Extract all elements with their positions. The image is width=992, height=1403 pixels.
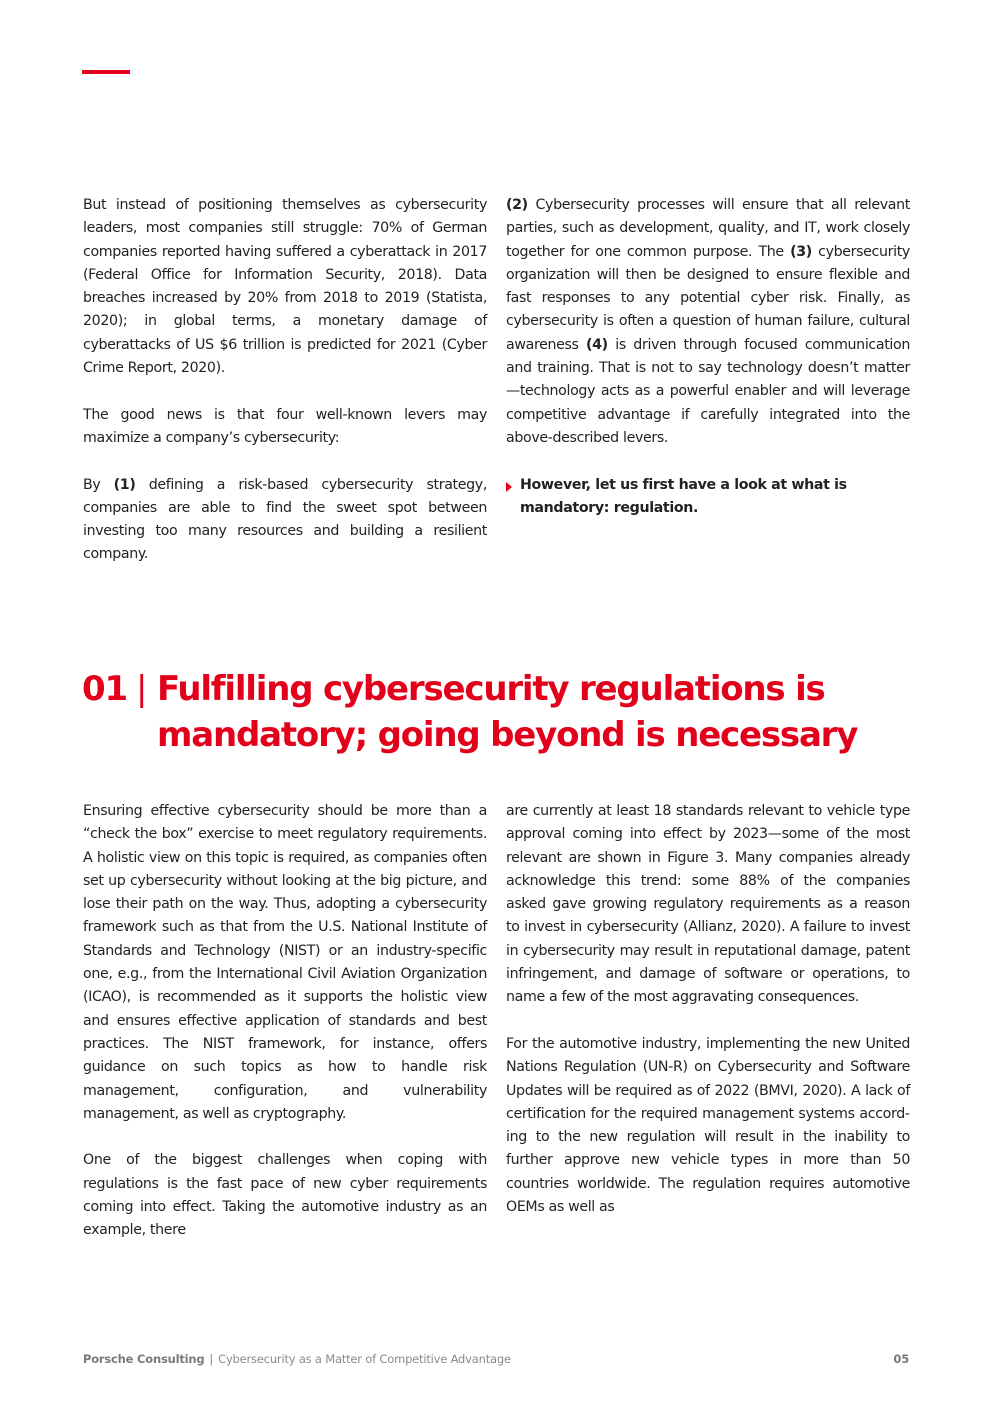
triangle-bullet-icon xyxy=(506,482,512,492)
body-paragraph: are currently at least 18 standards relevant to vehicle type approval coming into effect by 2023—some of the most relevant are shown in Figure 3. Many companies already acknowledge this trend: some 88% of the companies asked gave growing regulatory requirements as a reason to invest in cybersecurity (Allianz, 2020). A failure to invest in cybersecurity may result in reputational damage, patent infringement, and damage of software or operations, to name a few of the most aggravating consequences. xyxy=(506,803,910,1006)
body-right-column xyxy=(506,800,910,1219)
body-paragraph: For the automotive industry, implementing the new United Nations Regulation (UN-R) on Cybersecurity and Software Updates will be required as of 2022 (BMVI, 2020). A lack of certification for the required management systems according to the new regulation will result in the inability to further approve new vehicle types in more than 50 countries worldwide. The regulation requires automotive OEMs as well as xyxy=(506,1035,910,1216)
lever-marker: (3) xyxy=(790,243,812,260)
section-number: 01 xyxy=(82,669,127,709)
body-left-column xyxy=(83,800,487,1243)
text: cybersecurity organization will then be designed to ensure flexible and fast responses to any potential cyber risk. Finally, as cybersecurity is often a question of human failure, cultural awareness xyxy=(506,243,910,353)
text: By xyxy=(83,476,114,493)
section-separator: | xyxy=(136,669,147,709)
section-title-line: Fulfilling cybersecurity regulations is xyxy=(157,669,825,709)
page-number: 05 xyxy=(893,1352,909,1366)
footer-separator: | xyxy=(209,1352,214,1366)
intro-paragraph: But instead of positioning themselves as cybersecurity leaders, most companies still struggle: 70% of German companies reported having suffered a cyberattack in 2017 (Federal Office for Information Security, 2018). Data breaches increased by 20% from 2018 to 2019 (Statista, 2020); in global terms, a monetary damage of cyberattacks of US $6 trillion is predicted for 2021 (Cyber Crime Report, 2020). xyxy=(83,197,487,377)
section-title-line: mandatory; going beyond is necessary xyxy=(157,715,858,755)
text: is driven through focused communication and training. That is not to say technology doesn’t matter—technology acts as a powerful enabler and will leverage competitive advantage if carefully integrated into the above-described levers. xyxy=(506,336,910,446)
text: defining a risk-based cybersecurity strategy, companies are able to find the sweet spot between investing too many resources and building a resilient company. xyxy=(83,476,488,563)
footer-title: Cybersecurity as a Matter of Competitive Advantage xyxy=(218,1352,511,1366)
intro-right-column xyxy=(506,194,910,520)
accent-bar xyxy=(82,70,130,74)
lever-marker: (1) xyxy=(113,476,136,493)
lever-marker: (2) xyxy=(506,197,528,213)
body-paragraph: Ensuring effective cybersecurity should be more than a “check the box” exercise to meet regulatory requirements. A holistic view on this topic is required, as companies often set up cybersecurity without looking at the big picture, and lose their path on the way. Thus, adopting a cybersecurity framework such as that from the U.S. National Institute of Standards and Technology (NIST) or an industry-specific one, e.g., from the International Civil Aviation Organization (ICAO), is recommended as it supports the holistic view and ensures effective application of standards and best practices. The NIST framework, for instance, offers guidance on such topics as how to handle risk management, configuration, and vulnerability management, as well as cryptography. xyxy=(83,803,487,1122)
footer-brand: Porsche Consulting xyxy=(83,1352,205,1366)
text: Cybersecurity processes will ensure that all relevant parties, such as development, quality, and IT, work closely together for one common purpose. The xyxy=(506,197,910,260)
callout-text: However, let us first have a look at what is mandatory: regulation. xyxy=(520,476,847,516)
lever-1-paragraph xyxy=(83,474,487,567)
callout xyxy=(506,474,910,521)
body-paragraph: One of the biggest challenges when coping with regulations is the fast pace of new cyber requirements coming into effect. Taking the automotive industry as an example, there xyxy=(83,1152,487,1239)
lever-marker: (4) xyxy=(586,336,608,353)
intro-paragraph: The good news is that four well-known levers may maximize a company’s cybersecurity: xyxy=(83,406,487,446)
footer xyxy=(83,1352,909,1366)
intro-left-column xyxy=(83,194,487,567)
levers-paragraph xyxy=(506,194,910,450)
